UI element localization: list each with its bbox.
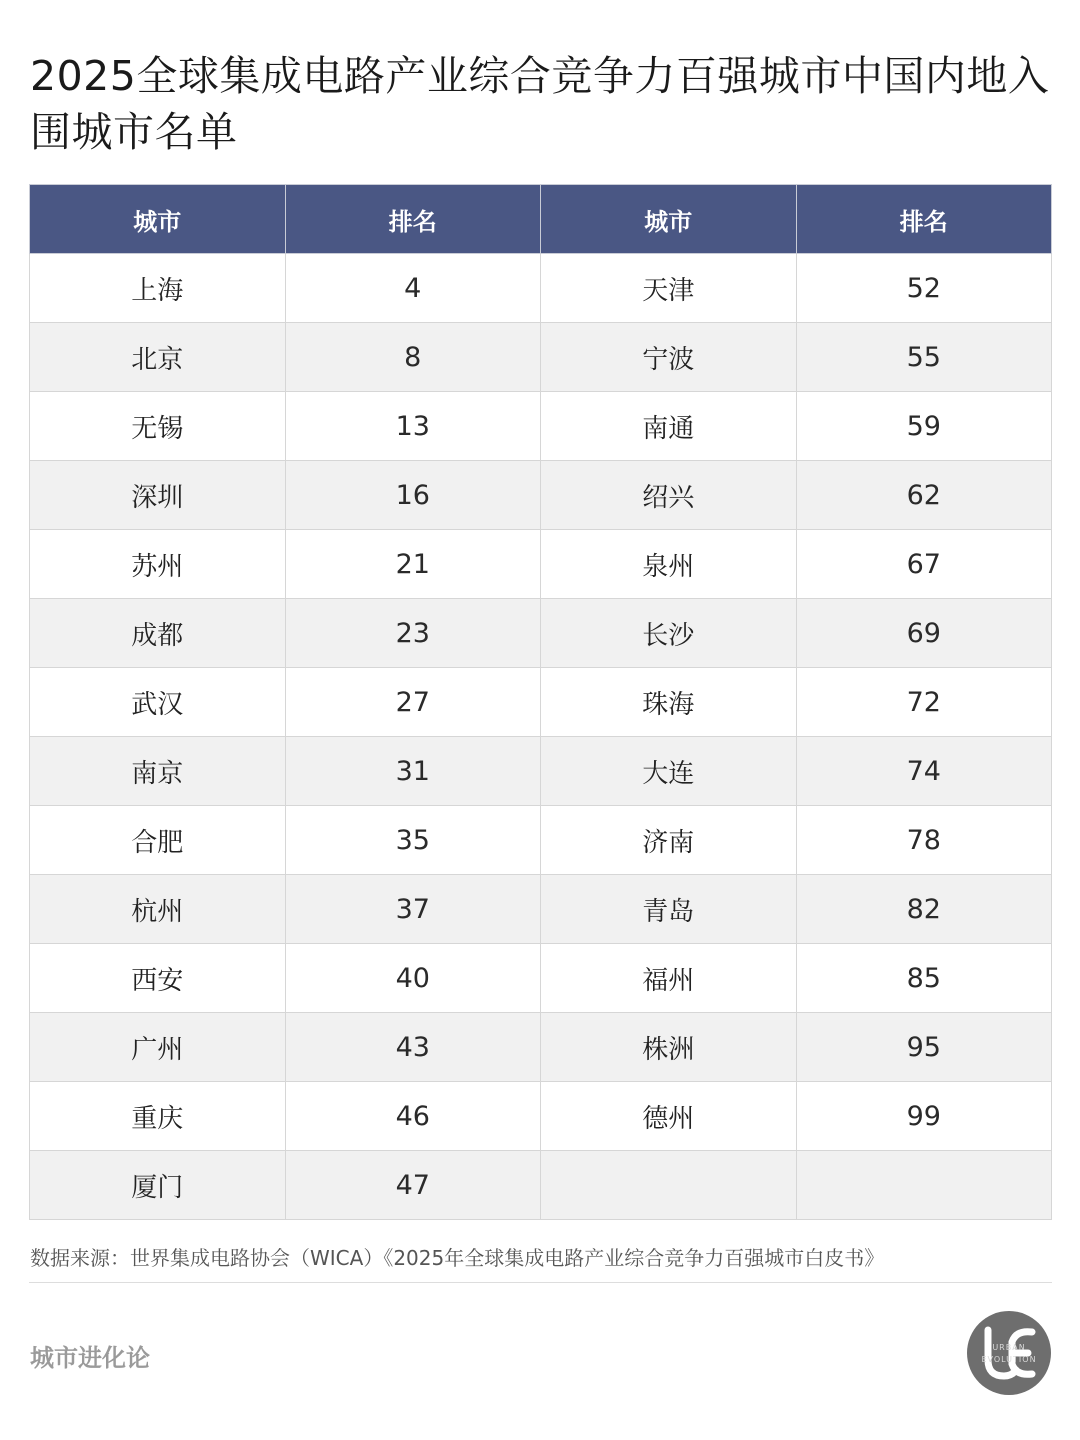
cell-city: 合肥 [30, 806, 286, 875]
table-body [30, 254, 1052, 1220]
cell-city: 天津 [541, 254, 797, 323]
cell-rank: 85 [796, 944, 1052, 1013]
cell-city: 长沙 [541, 599, 797, 668]
cell-rank: 13 [285, 392, 541, 461]
cell-city: 福州 [541, 944, 797, 1013]
cell-rank: 95 [796, 1013, 1052, 1082]
cell-rank: 31 [285, 737, 541, 806]
header-rank-right: 排名 [796, 185, 1052, 254]
cell-rank: 78 [796, 806, 1052, 875]
header-city-right: 城市 [541, 185, 797, 254]
cell-city: 无锡 [30, 392, 286, 461]
table-row [30, 254, 1052, 323]
cell-city: 南京 [30, 737, 286, 806]
cell-rank: 59 [796, 392, 1052, 461]
cell-rank: 16 [285, 461, 541, 530]
cell-rank: 8 [285, 323, 541, 392]
cell-rank: 62 [796, 461, 1052, 530]
data-source-note: 数据来源：世界集成电路协会（WICA）《2025年全球集成电路产业综合竞争力百强城市白皮书》 [30, 1246, 885, 1270]
table-row [30, 1082, 1052, 1151]
cell-rank: 72 [796, 668, 1052, 737]
cell-rank: 74 [796, 737, 1052, 806]
ranking-table [29, 184, 1052, 1220]
table-row [30, 737, 1052, 806]
cell-city: 武汉 [30, 668, 286, 737]
table-row [30, 806, 1052, 875]
cell-rank: 40 [285, 944, 541, 1013]
cell-rank: 67 [796, 530, 1052, 599]
page-title: 2025全球集成电路产业综合竞争力百强城市中国内地入围城市名单 [30, 52, 1050, 156]
cell-city: 济南 [541, 806, 797, 875]
cell-city: 深圳 [30, 461, 286, 530]
cell-rank: 27 [285, 668, 541, 737]
cell-city: 成都 [30, 599, 286, 668]
table-row [30, 530, 1052, 599]
cell-rank: 35 [285, 806, 541, 875]
logo-ring-text-top: URBAN [992, 1343, 1026, 1352]
cell-city: 重庆 [30, 1082, 286, 1151]
cell-rank: 69 [796, 599, 1052, 668]
cell-rank: 99 [796, 1082, 1052, 1151]
table-row [30, 1013, 1052, 1082]
table-row [30, 1151, 1052, 1220]
cell-rank: 43 [285, 1013, 541, 1082]
logo-ring-text-bottom: EVOLUTION [981, 1355, 1037, 1364]
cell-city: 大连 [541, 737, 797, 806]
cell-city: 青岛 [541, 875, 797, 944]
urban-evolution-logo [966, 1310, 1052, 1396]
cell-rank: 23 [285, 599, 541, 668]
cell-city: 宁波 [541, 323, 797, 392]
cell-city: 厦门 [30, 1151, 286, 1220]
table-row [30, 875, 1052, 944]
table-row [30, 392, 1052, 461]
cell-rank: 52 [796, 254, 1052, 323]
cell-rank [796, 1151, 1052, 1220]
cell-city: 广州 [30, 1013, 286, 1082]
cell-city: 苏州 [30, 530, 286, 599]
cell-rank: 4 [285, 254, 541, 323]
cell-city: 绍兴 [541, 461, 797, 530]
cell-city: 北京 [30, 323, 286, 392]
cell-city [541, 1151, 797, 1220]
cell-city: 西安 [30, 944, 286, 1013]
cell-rank: 47 [285, 1151, 541, 1220]
table-row [30, 944, 1052, 1013]
cell-city: 杭州 [30, 875, 286, 944]
cell-rank: 55 [796, 323, 1052, 392]
header-rank-left: 排名 [285, 185, 541, 254]
header-city-left: 城市 [30, 185, 286, 254]
table-row [30, 668, 1052, 737]
table-row [30, 599, 1052, 668]
table-row [30, 323, 1052, 392]
cell-city: 德州 [541, 1082, 797, 1151]
cell-rank: 46 [285, 1082, 541, 1151]
cell-city: 南通 [541, 392, 797, 461]
table-header-row [30, 185, 1052, 254]
cell-rank: 21 [285, 530, 541, 599]
cell-city: 珠海 [541, 668, 797, 737]
divider [29, 1282, 1052, 1283]
cell-city: 泉州 [541, 530, 797, 599]
cell-city: 株洲 [541, 1013, 797, 1082]
table-row [30, 461, 1052, 530]
cell-city: 上海 [30, 254, 286, 323]
brand-name: 城市进化论 [30, 1344, 150, 1372]
cell-rank: 82 [796, 875, 1052, 944]
cell-rank: 37 [285, 875, 541, 944]
